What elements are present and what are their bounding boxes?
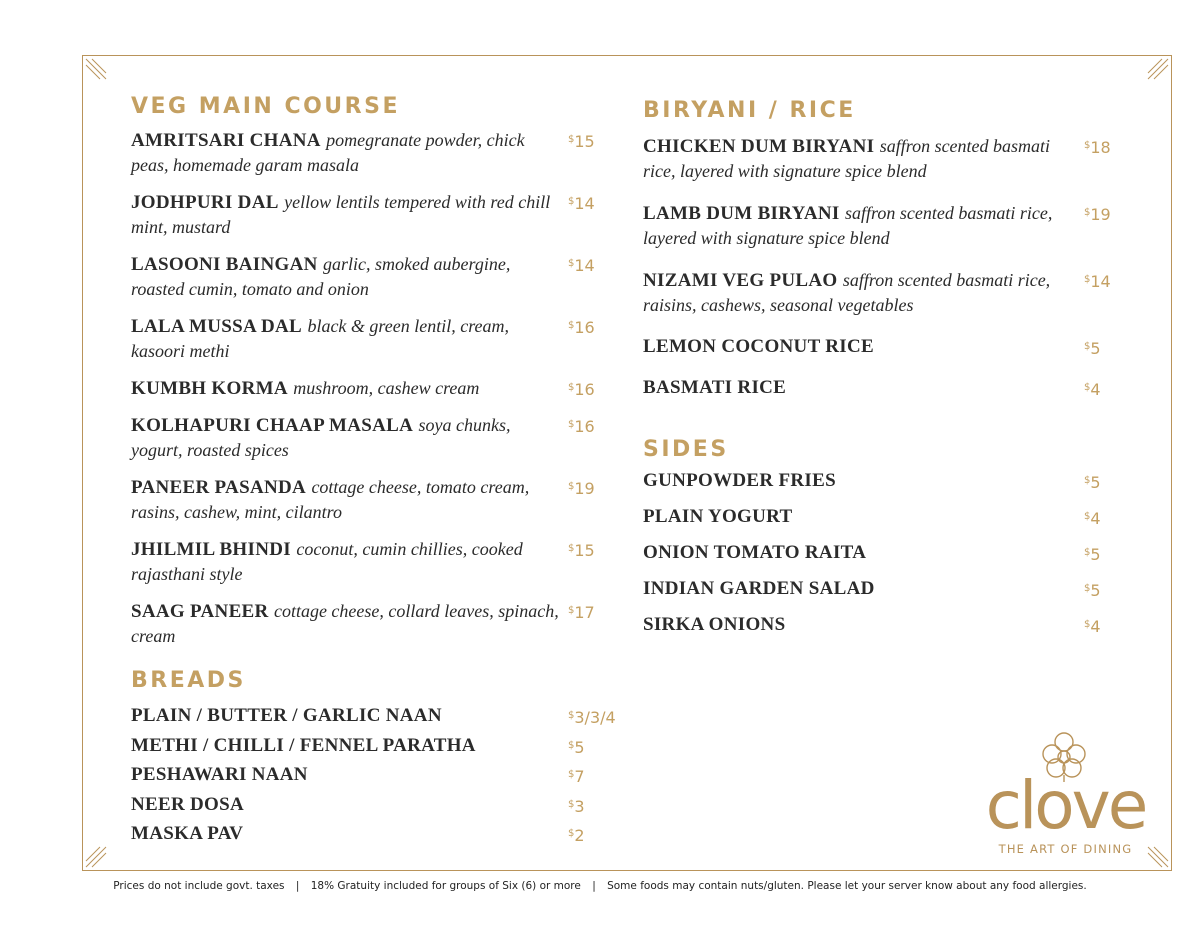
price-value: 5 <box>1090 545 1101 564</box>
menu-item <box>131 793 651 817</box>
menu-item-name: PANEER PASANDA <box>131 477 307 498</box>
menu-item-text <box>131 704 561 728</box>
menu-item <box>131 822 651 846</box>
menu-item <box>131 734 651 758</box>
menu-item-price <box>568 413 595 439</box>
menu-item-price <box>1084 505 1101 531</box>
currency-symbol: $ <box>1084 207 1091 218</box>
menu-item-text <box>643 335 1073 359</box>
menu-item-price <box>568 822 585 848</box>
menu-item-name: CHICKEN DUM BIRYANI <box>643 136 875 157</box>
price-value: 5 <box>1090 339 1101 358</box>
menu-item-name: LASOONI BAINGAN <box>131 254 318 275</box>
menu-item-text <box>643 376 1073 400</box>
menu-item-name: LALA MUSSA DAL <box>131 316 303 337</box>
menu-item-name: GUNPOWDER FRIES <box>643 470 836 491</box>
menu-item-price <box>568 475 595 501</box>
breads-section <box>131 666 651 852</box>
menu-item-text <box>131 599 561 649</box>
menu-item-price <box>1084 376 1101 402</box>
currency-symbol: $ <box>1084 547 1091 558</box>
menu-item-description: black & green lentil, cream, kasoori methi <box>131 316 510 361</box>
menu-item <box>643 376 1123 400</box>
clove-logo <box>978 728 1158 858</box>
menu-item-name: JHILMIL BHINDI <box>131 539 291 560</box>
price-value: 14 <box>574 194 595 213</box>
menu-item-description: mushroom, cashew cream <box>293 378 480 398</box>
price-value: 17 <box>574 603 595 622</box>
menu-item-name: JODHPURI DAL <box>131 192 279 213</box>
currency-symbol: $ <box>568 710 575 721</box>
menu-item-price <box>568 190 595 216</box>
menu-item-name: NEER DOSA <box>131 793 245 815</box>
price-value: 4 <box>1090 617 1101 636</box>
currency-symbol: $ <box>1084 382 1091 393</box>
menu-item-name: PLAIN YOGURT <box>643 506 793 527</box>
menu-item-name: PLAIN / BUTTER / GARLIC NAAN <box>131 705 442 726</box>
currency-symbol: $ <box>568 134 575 145</box>
menu-item-name: ONION TOMATO RAITA <box>643 542 867 563</box>
price-value: 15 <box>574 132 595 151</box>
currency-symbol: $ <box>568 543 575 554</box>
menu-item <box>131 599 631 649</box>
menu-item <box>131 314 631 364</box>
menu-item-price <box>568 599 595 625</box>
menu-item-text <box>643 613 1073 637</box>
menu-item-price <box>1084 469 1101 495</box>
menu-item-price <box>1084 134 1111 160</box>
menu-item-price <box>568 128 595 154</box>
menu-item-description: soya chunks, yogurt, roasted spices <box>131 415 511 460</box>
price-value: 16 <box>574 318 595 337</box>
menu-item-price <box>568 376 595 402</box>
menu-item-text <box>131 252 561 302</box>
menu-item-text <box>131 314 561 364</box>
currency-symbol: $ <box>568 481 575 492</box>
price-value: 4 <box>1090 380 1101 399</box>
menu-item-price <box>568 734 585 760</box>
menu-item <box>643 134 1123 184</box>
menu-item <box>643 541 1123 565</box>
currency-symbol: $ <box>568 769 575 780</box>
veg-main-course-section <box>131 92 631 661</box>
footer-notes <box>0 880 1200 892</box>
price-value: 14 <box>574 256 595 275</box>
price-value: 18 <box>1090 138 1111 157</box>
menu-item-name: SIRKA ONIONS <box>643 614 786 635</box>
currency-symbol: $ <box>568 196 575 207</box>
menu-item <box>643 577 1123 601</box>
menu-item-text <box>131 376 561 401</box>
currency-symbol: $ <box>1084 475 1091 486</box>
footer-separator: | <box>295 880 300 892</box>
menu-item-text <box>131 793 561 817</box>
menu-item <box>131 190 631 240</box>
menu-item-text <box>643 268 1073 318</box>
menu-item-description: cottage cheese, tomato cream, rasins, cashew, mint, cilantro <box>131 477 530 522</box>
menu-item-text <box>643 469 1073 493</box>
currency-symbol: $ <box>568 798 575 810</box>
price-value: 19 <box>1090 205 1111 224</box>
price-value: 4 <box>1090 509 1101 528</box>
menu-item-name: KUMBH KORMA <box>131 378 288 399</box>
menu-item-text <box>643 134 1073 184</box>
menu-item-text <box>643 541 1073 565</box>
currency-symbol: $ <box>568 320 575 331</box>
price-value: 14 <box>1090 272 1111 291</box>
menu-item-price <box>1084 541 1101 567</box>
menu-item <box>643 335 1123 359</box>
menu-item-name: KOLHAPURI CHAAP MASALA <box>131 415 414 436</box>
menu-item-description: saffron scented basmati rice, layered with signature spice blend <box>643 203 1053 248</box>
price-value: 19 <box>574 479 595 498</box>
menu-item-price <box>568 763 585 789</box>
menu-item-price <box>1084 613 1101 639</box>
menu-item-text <box>131 475 561 525</box>
price-value: 2 <box>574 826 585 845</box>
footer-note-taxes: Prices do not include govt. taxes <box>113 880 285 892</box>
menu-item <box>131 475 631 525</box>
price-value: 5 <box>574 737 585 757</box>
price-value: 15 <box>574 541 595 560</box>
menu-item-name: INDIAN GARDEN SALAD <box>643 578 875 599</box>
menu-item-name: SAAG PANEER <box>131 601 269 622</box>
menu-item <box>643 613 1123 637</box>
currency-symbol: $ <box>568 258 575 269</box>
price-value: 5 <box>1090 581 1101 600</box>
currency-symbol: $ <box>1084 274 1091 285</box>
footer-note-allergies: Some foods may contain nuts/gluten. Please let your server know about any food allergies. <box>607 880 1087 892</box>
menu-item-text <box>643 201 1073 251</box>
menu-item <box>131 704 651 728</box>
menu-item-text <box>131 763 561 787</box>
menu-item-name: METHI / CHILLI / FENNEL PARATHA <box>131 734 476 756</box>
menu-item-name: AMRITSARI CHANA <box>131 130 321 151</box>
menu-item-price <box>568 793 585 819</box>
menu-item-text <box>131 537 561 587</box>
menu-item <box>131 252 631 302</box>
currency-symbol: $ <box>568 828 575 839</box>
menu-item-price <box>568 704 616 730</box>
menu-item-price <box>568 314 595 340</box>
currency-symbol: $ <box>568 739 575 751</box>
menu-item-text <box>131 734 561 758</box>
menu-item-name: BASMATI RICE <box>643 377 787 398</box>
currency-symbol: $ <box>1084 619 1091 630</box>
footer-note-gratuity: 18% Gratuity included for groups of Six (6) or more <box>310 880 581 892</box>
menu-item-description: saffron scented basmati rice, layered with signature spice blend <box>643 136 1051 181</box>
menu-item-text <box>131 128 561 178</box>
menu-item <box>131 413 631 463</box>
footer-separator: | <box>592 880 596 892</box>
menu-item-text <box>643 505 1073 529</box>
corner-ornament-top-right <box>1144 57 1170 83</box>
menu-item-price <box>1084 335 1101 361</box>
currency-symbol: $ <box>1084 140 1091 151</box>
menu-item <box>643 505 1123 529</box>
menu-item <box>643 201 1123 251</box>
menu-item-text <box>131 822 561 846</box>
menu-item-name: MASKA PAV <box>131 823 244 844</box>
section-title-sides: SIDES <box>643 437 729 462</box>
menu-item-price <box>1084 577 1101 603</box>
section-title-breads: BREADS <box>131 668 246 693</box>
menu-item <box>131 763 651 787</box>
menu-item-text <box>643 577 1073 601</box>
menu-item-description: garlic, smoked aubergine, roasted cumin, tomato and onion <box>131 254 511 299</box>
currency-symbol: $ <box>568 605 575 616</box>
menu-item <box>643 268 1123 318</box>
biryani-rice-section <box>643 96 1123 417</box>
price-value: 7 <box>574 767 585 786</box>
section-title-biryani: BIRYANI / RICE <box>643 98 856 123</box>
menu-item-price <box>568 537 595 563</box>
menu-item-name: LEMON COCONUT RICE <box>643 336 874 357</box>
menu-item-description: coconut, cumin chillies, cooked rajasthani style <box>131 539 523 584</box>
menu-item-price <box>1084 201 1111 227</box>
corner-ornament-bottom-left <box>84 843 110 869</box>
menu-item <box>643 469 1123 493</box>
logo-wordmark: clove <box>985 767 1146 844</box>
currency-symbol: $ <box>568 419 575 430</box>
menu-item <box>131 376 631 401</box>
price-value: 3/3/4 <box>574 708 616 727</box>
corner-ornament-top-left <box>84 57 110 83</box>
menu-item-name: NIZAMI VEG PULAO <box>643 270 838 291</box>
menu-item-description: pomegranate powder, chick peas, homemade garam masala <box>131 130 525 175</box>
price-value: 16 <box>574 417 595 436</box>
menu-item-description: cottage cheese, collard leaves, spinach, cream <box>131 601 559 646</box>
menu-item-description: saffron scented basmati rice, raisins, cashews, seasonal vegetables <box>643 270 1051 315</box>
currency-symbol: $ <box>1084 583 1091 594</box>
menu-item-name: PESHAWARI NAAN <box>131 764 308 785</box>
currency-symbol: $ <box>568 382 575 393</box>
section-title-veg: VEG MAIN COURSE <box>131 94 400 119</box>
menu-item-description: yellow lentils tempered with red chill mint, mustard <box>131 192 551 237</box>
price-value: 5 <box>1090 473 1101 492</box>
price-value: 3 <box>574 796 585 816</box>
menu-item-text <box>131 190 561 240</box>
currency-symbol: $ <box>1084 511 1091 522</box>
menu-item <box>131 128 631 178</box>
menu-item-price <box>1084 268 1111 294</box>
menu-item-text <box>131 413 561 463</box>
menu-item-price <box>568 252 595 278</box>
menu-item <box>131 537 631 587</box>
currency-symbol: $ <box>1084 341 1091 352</box>
logo-tagline: THE ART OF DINING <box>998 842 1133 856</box>
menu-item-name: LAMB DUM BIRYANI <box>643 203 840 224</box>
sides-section <box>643 435 1123 649</box>
price-value: 16 <box>574 380 595 399</box>
